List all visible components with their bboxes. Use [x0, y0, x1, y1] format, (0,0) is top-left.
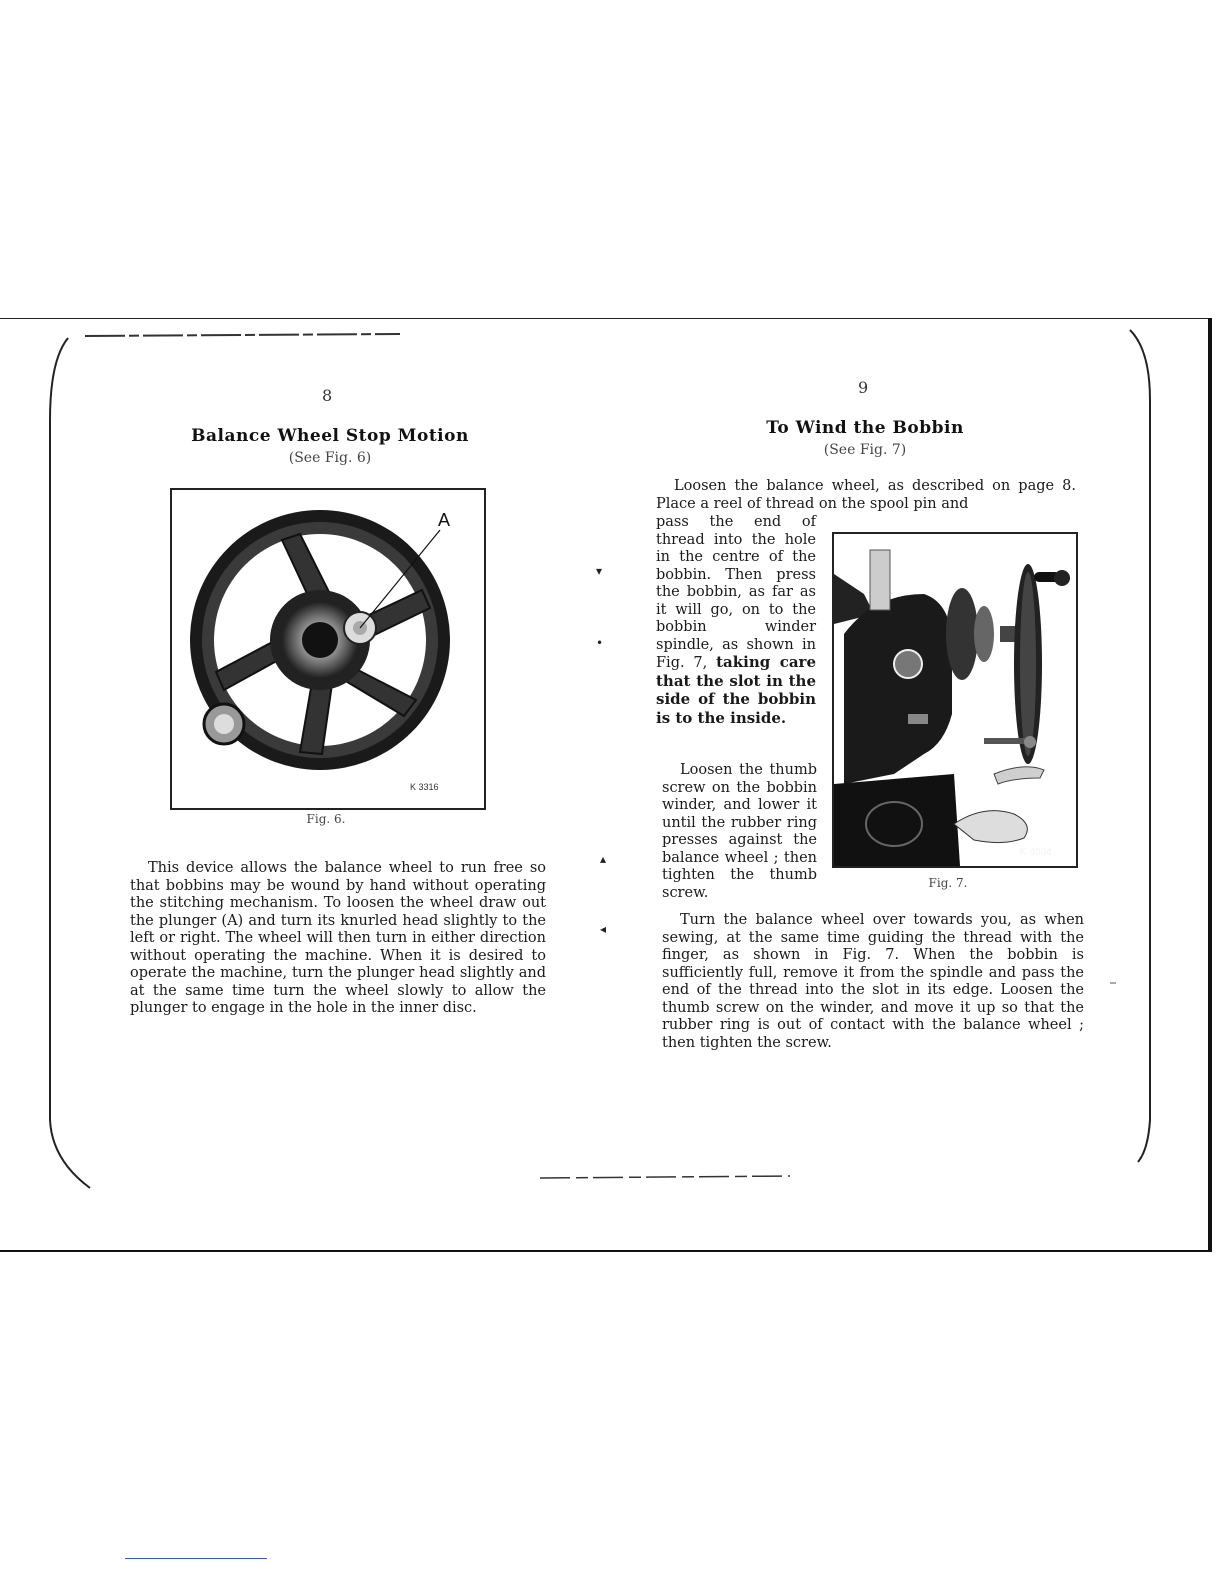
- figure-6-balance-wheel: [170, 488, 486, 810]
- side-text-plain: pass the end of thread into the hole in the centre of the bobbin. Then press the bobbin, as far as it will go, on to the bobbin winder spindle, as shown in Fig. 7,: [656, 514, 816, 671]
- right-page-intro: Loosen the balance wheel, as described on page 8. Place a reel of thread on the spool pin and: [656, 478, 1076, 512]
- left-page-number: 8: [322, 386, 333, 405]
- figure-6-label-a: A: [438, 510, 451, 530]
- figure-7-caption: Fig. 7.: [928, 876, 968, 890]
- gutter-mark: •: [596, 636, 604, 650]
- gutter-mark: ◂: [600, 922, 607, 936]
- left-page-paragraph: This device allows the balance wheel to run free so that bobbins may be wound by hand without operating the stitching mechanism. To loosen the wheel draw out the plunger (A) and turn its knurled head slightly to the left or right. The wheel will then turn in either direction without operating the machine. When it is desired to operate the machine, turn the plunger head slightly and at the same time turn the wheel slowly to allow the plunger to engage in the hole in the inner disc.: [130, 860, 546, 1016]
- right-page-title: To Wind the Bobbin: [766, 418, 964, 438]
- gutter-mark: ▾: [596, 564, 603, 578]
- right-page-side-text: [656, 514, 816, 728]
- left-page-subtitle: (See Fig. 6): [288, 450, 372, 466]
- right-page-subtitle: (See Fig. 7): [823, 442, 907, 458]
- side-text-bold: taking care that the slot in the side of the bobbin is to the inside.: [656, 653, 816, 727]
- balance-wheel-illustration: [172, 490, 484, 808]
- right-page-number: 9: [858, 378, 869, 397]
- figure-6-code: K 3316: [410, 782, 439, 792]
- figure-7-bobbin-winder: [832, 532, 1078, 868]
- right-page-paragraph-two: Loosen the thumb screw on the bobbin winder, and lower it until the rubber ring presses against the balance wheel ; then tighten the thumb screw.: [662, 762, 817, 901]
- figure-7-code: K 4004: [1020, 847, 1052, 858]
- left-page-title: Balance Wheel Stop Motion: [191, 426, 469, 446]
- figure-6-caption: Fig. 6.: [306, 812, 346, 826]
- right-page-paragraph-three: Turn the balance wheel over towards you, as when sewing, at the same time guiding the thread with the finger, as shown in Fig. 7. When the bobbin is sufficiently full, remove it from the spindle and pass the end of the thread into the slot in its edge. Loosen the thumb screw on the winder, and move it up so that the rubber ring is out of contact with the balance wheel ; then tighten the screw.: [662, 912, 1084, 1051]
- bobbin-winder-illustration: [834, 534, 1076, 866]
- footer-link-underline: [125, 1558, 267, 1559]
- gutter-mark: ▴: [600, 852, 607, 866]
